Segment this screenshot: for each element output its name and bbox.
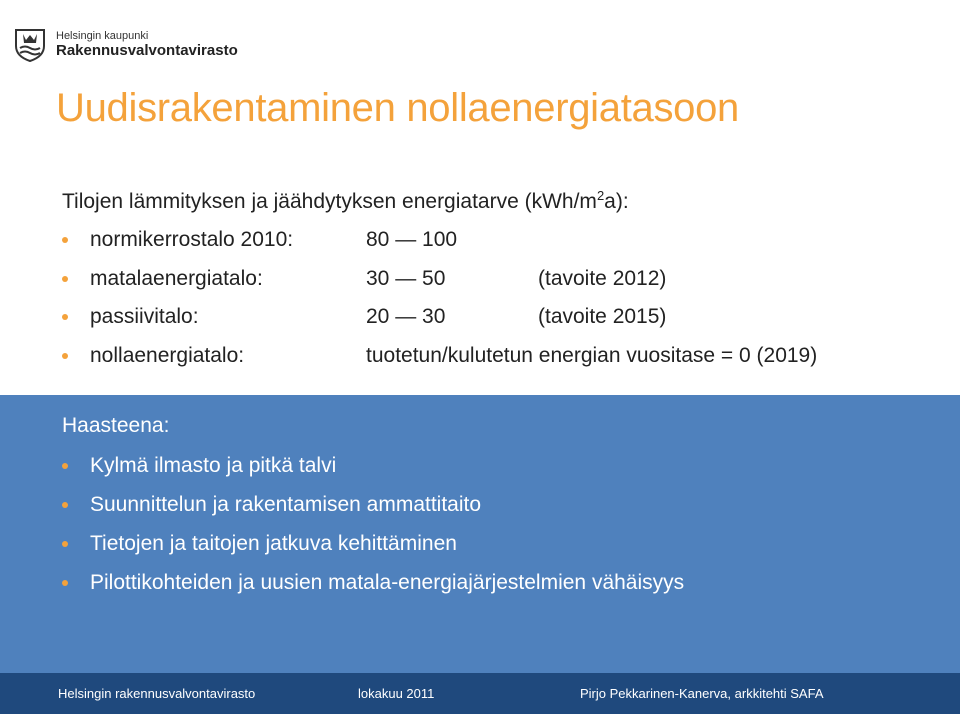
intro-superscript: 2	[596, 188, 605, 203]
intro-text	[62, 188, 629, 214]
challenge-text: Pilottikohteiden ja uusien matala-energiajärjestelmien vähäisyys	[90, 571, 685, 594]
footer-author: Pirjo Pekkarinen-Kanerva, arkkitehti SAFA	[580, 686, 824, 701]
logo-city-name: Helsingin kaupunki	[56, 30, 149, 43]
building-type-label: matalaenergiatalo:	[90, 266, 263, 290]
bullet-icon	[62, 580, 68, 586]
footer-organization: Helsingin rakennusvalvontavirasto	[58, 686, 256, 701]
bullet-icon	[62, 314, 68, 320]
building-type-label: normikerrostalo 2010:	[90, 228, 294, 251]
energy-value: 80 — 100	[366, 228, 458, 251]
bullet-icon	[62, 502, 68, 508]
building-type-label: nollaenergiatalo:	[90, 343, 245, 367]
slide-footer	[0, 673, 960, 714]
challenge-text: Kylmä ilmasto ja pitkä talvi	[90, 454, 337, 477]
bullet-icon	[62, 237, 68, 243]
challenge-text: Suunnittelun ja rakentamisen ammattitaito	[90, 493, 482, 516]
challenges-heading: Haasteena:	[62, 414, 170, 437]
bullet-icon	[62, 276, 68, 282]
target-note: (tavoite 2012)	[538, 266, 667, 290]
challenges-panel	[0, 395, 960, 673]
bullet-icon	[62, 353, 68, 359]
target-note: (tavoite 2015)	[538, 305, 667, 328]
logo-agency-name: Rakennusvalvontavirasto	[56, 41, 238, 59]
energy-value: 20 — 30	[366, 305, 446, 328]
building-type-label: passiivitalo:	[90, 305, 199, 328]
intro-prefix: Tilojen lämmityksen ja jäähdytyksen energiatarve (kWh/m	[62, 190, 597, 213]
footer-date: lokakuu 2011	[358, 686, 435, 701]
bullet-icon	[62, 541, 68, 547]
helsinki-crest-icon	[14, 28, 46, 62]
bullet-icon	[62, 463, 68, 469]
city-logo	[14, 28, 238, 62]
intro-suffix: a):	[604, 190, 629, 213]
slide-title: Uudisrakentaminen nollaenergiatasoon	[56, 86, 739, 130]
energy-value: 30 — 50	[366, 266, 446, 290]
energy-value: tuotetun/kulutetun energian vuositase = 0 (2019)	[366, 343, 818, 367]
challenge-text: Tietojen ja taitojen jatkuva kehittäminen	[90, 532, 457, 555]
